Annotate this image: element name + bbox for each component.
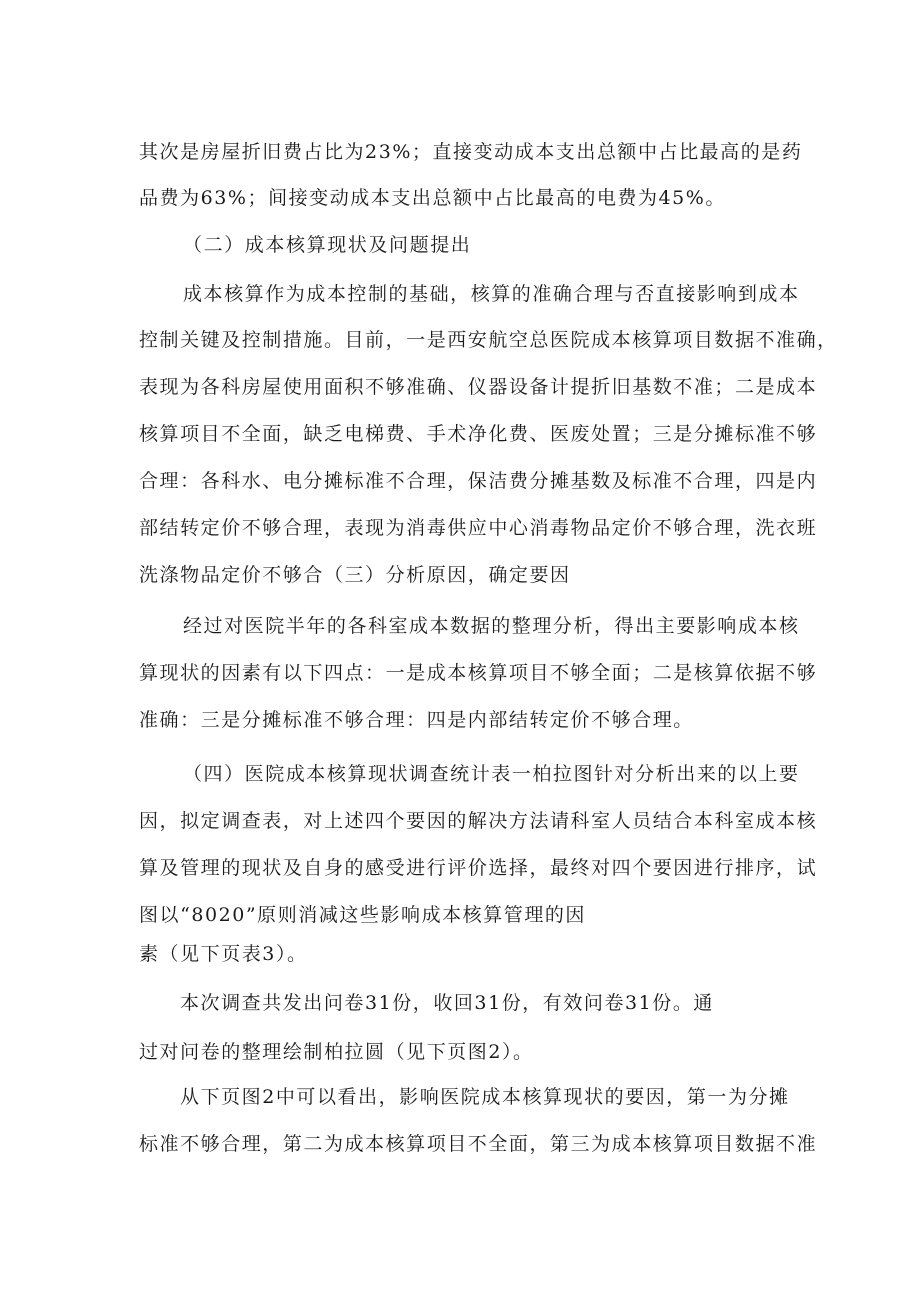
paragraph-line: （四）医院成本核算现状调查统计表一柏拉图针对分析出来的以上要 <box>183 763 800 785</box>
paragraph-line: 素（见下页表3）。 <box>139 943 308 965</box>
paragraph-line: 经过对医院半年的各科室成本数据的整理分析，得出主要影响成本核 <box>183 615 800 637</box>
section-heading: （二）成本核算现状及问题提出 <box>183 234 472 256</box>
paragraph-line: 过对问卷的整理绘制柏拉圆（见下页图2）。 <box>139 1041 534 1063</box>
paragraph-line: 品费为63%；间接变动成本支出总额中占比最高的电费为45%。 <box>139 187 726 209</box>
paragraph-line: 成本核算作为成本控制的基础，核算的准确合理与否直接影响到成本 <box>183 283 800 305</box>
paragraph-line: 洗涤物品定价不够合（三）分析原因，确定要因 <box>139 564 571 586</box>
paragraph-line: 图以“8020”原则消减这些影响成本核算管理的因 <box>139 904 586 926</box>
paragraph-line: 核算项目不全面，缺乏电梯费、手术净化费、医废处置；三是分摊标准不够 <box>139 423 818 445</box>
paragraph-line: 算及管理的现状及自身的感受进行评价选择，最终对四个要因进行排序，试 <box>139 857 818 879</box>
paragraph-line: 部结转定价不够合理，表现为消毒供应中心消毒物品定价不够合理，洗衣班 <box>139 517 818 539</box>
paragraph-line: 合理：各科水、电分摊标准不合理，保洁费分摊基数及标准不合理，四是内 <box>139 470 818 492</box>
paragraph-line: 标准不够合理，第二为成本核算项目不全面，第三为成本核算项目数据不准 <box>139 1133 818 1155</box>
paragraph-line: 准确：三是分摊标准不够合理：四是内部结转定价不够合理。 <box>139 709 694 731</box>
paragraph-line: 算现状的因素有以下四点：一是成本核算项目不够全面；二是核算依据不够 <box>139 662 818 684</box>
paragraph-line: 控制关键及控制措施。目前，一是西安航空总医院成本核算项目数据不准确， <box>139 329 838 351</box>
paragraph-line: 表现为各科房屋使用面积不够准确、仪器设备计提折旧基数不准；二是成本 <box>139 376 818 398</box>
paragraph-line: 因，拟定调查表，对上述四个要因的解决方法请科室人员结合本科室成本核 <box>139 810 818 832</box>
paragraph-line: 其次是房屋折旧费占比为23%；直接变动成本支出总额中占比最高的是药 <box>139 141 803 163</box>
paragraph-line: 本次调查共发出问卷31份，收回31份，有效问卷31份。通 <box>180 992 714 1014</box>
paragraph-line: 从下页图2中可以看出，影响医院成本核算现状的要因，第一为分摊 <box>180 1086 790 1108</box>
